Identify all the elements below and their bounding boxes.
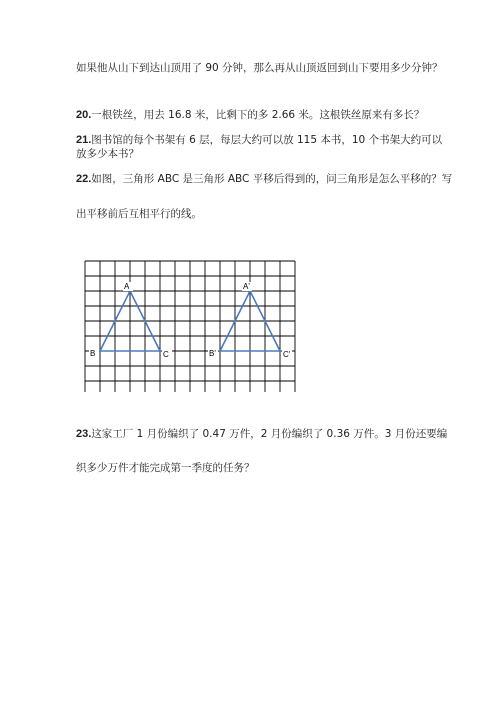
question-text: 如果他从山下到达山顶用了 90 分钟，那么再从山顶返回到山下要用多少分钟？ bbox=[76, 62, 443, 74]
question-text: 放多少本书？ bbox=[76, 148, 139, 160]
label-b-prime: B' bbox=[209, 349, 216, 358]
question-text: 一根铁丝，用去 16.8 米，比剩下的多 2.66 米。这根铁丝原来有多长？ bbox=[91, 109, 425, 121]
question-text: 如图，三角形 ABC 是三角形 ABC 平移后得到的，问三角形是怎么平移的？写 bbox=[91, 173, 453, 185]
question-22-continuation bbox=[76, 207, 202, 222]
question-text: 出平移前后互相平行的线。 bbox=[76, 208, 202, 220]
question-number: 20. bbox=[76, 109, 92, 121]
question-20 bbox=[76, 108, 424, 123]
vertex-labels bbox=[89, 282, 292, 359]
label-c: C bbox=[163, 350, 169, 359]
question-text: 图书馆的每个书架有 6 层，每层大约可以放 115 本书，10 个书架大约可以 bbox=[91, 134, 443, 146]
question-23-continuation bbox=[76, 461, 255, 476]
grid-lines bbox=[85, 261, 295, 392]
question-19-continuation bbox=[76, 61, 443, 76]
label-c-prime: C' bbox=[283, 350, 291, 359]
translation-grid-figure bbox=[84, 260, 300, 392]
question-21-continuation bbox=[76, 147, 139, 162]
label-b: B bbox=[90, 349, 96, 358]
question-number: 22. bbox=[76, 173, 92, 185]
question-number: 23. bbox=[76, 428, 92, 440]
label-a: A bbox=[124, 282, 130, 291]
label-a-prime: A' bbox=[243, 282, 250, 291]
question-21 bbox=[76, 133, 442, 148]
question-23 bbox=[76, 427, 447, 442]
question-number: 21. bbox=[76, 134, 92, 146]
question-22 bbox=[76, 172, 452, 187]
question-text: 这家工厂 1 月份编织了 0.47 万件，2 月份编织了 0.36 万件。3 月份还要编 bbox=[91, 428, 448, 440]
question-text: 织多少万件才能完成第一季度的任务？ bbox=[76, 462, 255, 474]
